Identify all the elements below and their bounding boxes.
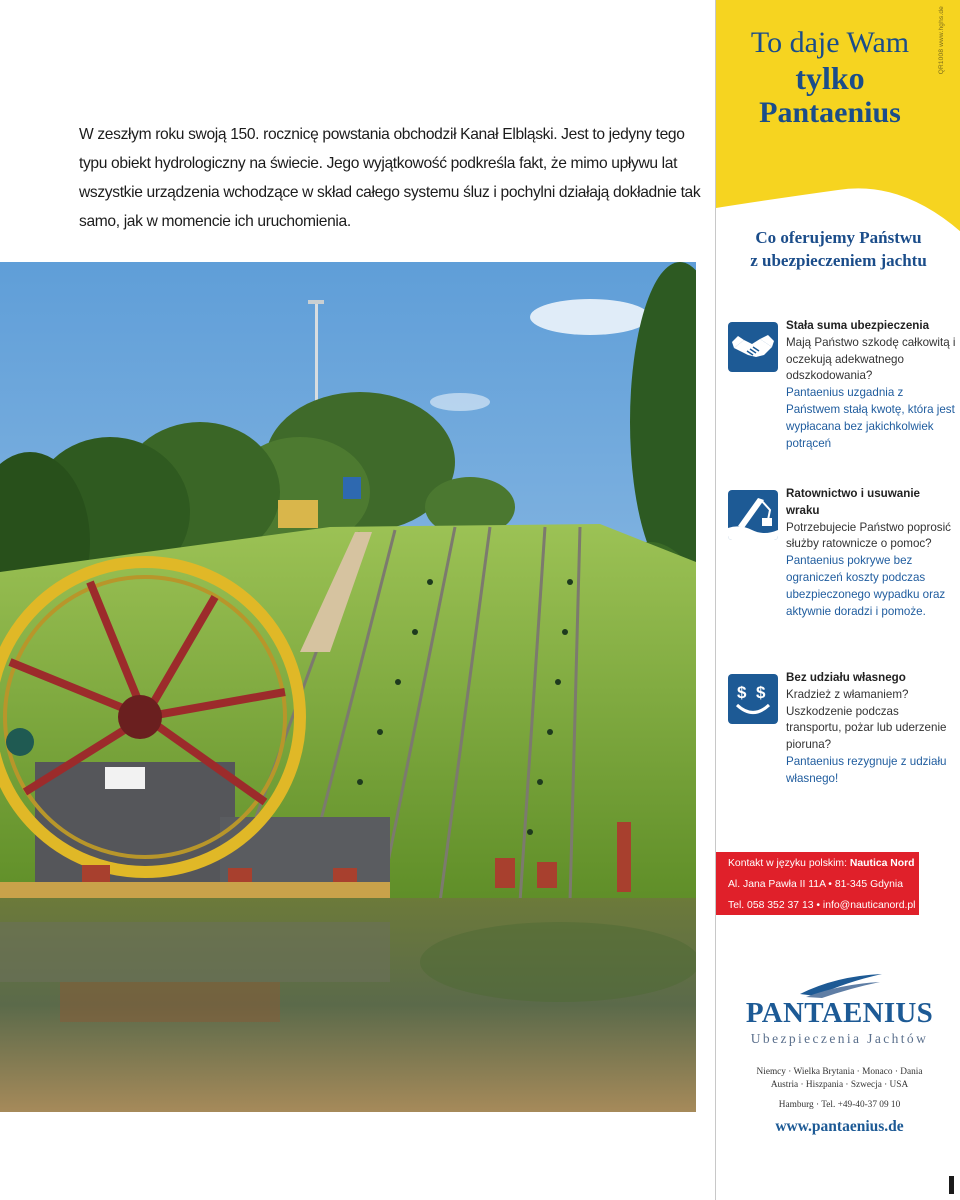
article-intro-text: W zeszłym roku swoją 150. rocznicę powstania obchodził Kanał Elbląski. Jest to jedyny tego typu obiekt hydrologiczny na świecie. Jego wyjątkowość podkreśla fakt, że mimo upływu lat wszystkie urządzenia wchodzące w skład całego systemu śluz i pochylni działają dokładnie tak samo, jak w momencie ich uruchomienia. bbox=[79, 126, 701, 230]
feature-answer: Pantaenius uzgadnia z Państwem stałą kwotę, która jest wypłacana bez jakichkolwiek potrąceń bbox=[786, 386, 955, 450]
page-edge-marker bbox=[949, 1176, 954, 1194]
contact-phone-email: Tel. 058 352 37 13 • info@nauticanord.pl bbox=[728, 900, 916, 911]
svg-text:$: $ bbox=[737, 683, 747, 702]
ad-agency-credit: QR1008 www.hghs.de bbox=[938, 6, 945, 75]
feature-answer: Pantaenius pokrywe bez ograniczeń koszty podczas ubezpieczonego wypadku oraz aktywnie doradzi i pomoże. bbox=[786, 554, 946, 618]
ad-headline-line3: Pantaenius bbox=[759, 96, 901, 129]
feature-title: Stała suma ubezpieczenia bbox=[786, 319, 930, 332]
contact-line1-prefix: Kontakt w języku polskim: bbox=[728, 858, 850, 869]
website-link[interactable]: www.pantaenius.de bbox=[775, 1118, 904, 1135]
dollar-smile-icon bbox=[728, 674, 778, 724]
pantaenius-advertisement bbox=[715, 0, 960, 1200]
countries-line1: Niemcy · Wielka Brytania · Monaco · Dania bbox=[756, 1067, 923, 1077]
feature-answer: Pantaenius rezygnuje z udziału własnego! bbox=[786, 754, 947, 785]
handshake-icon bbox=[728, 322, 778, 372]
ad-header-yellow-band bbox=[716, 0, 960, 240]
countries-list bbox=[727, 1066, 952, 1092]
feature-question: Kradzież z włamaniem? Uszkodzenie podczas transportu, pożar lub uderzenie pioruna? bbox=[786, 687, 947, 752]
ad-offer-title-line1: Co oferujemy Państwu bbox=[755, 228, 922, 247]
svg-text:$: $ bbox=[756, 683, 766, 702]
salvage-crane-icon bbox=[728, 490, 778, 540]
contact-line1 bbox=[728, 853, 919, 874]
logo-wordmark: PANTAENIUS bbox=[745, 997, 934, 1029]
canal-incline-photo bbox=[0, 262, 696, 1112]
countries-line2: Austria · Hiszpania · Szwecja · USA bbox=[770, 1080, 909, 1090]
ad-headline-line1: To daje Wam bbox=[750, 26, 910, 59]
contact-box bbox=[716, 852, 919, 915]
ad-headline bbox=[716, 26, 944, 130]
logo-subtitle: Ubezpieczenia Jachtów bbox=[750, 1031, 929, 1046]
ad-offer-title bbox=[716, 226, 960, 272]
ad-headline-line2: tylko bbox=[795, 60, 865, 96]
hamburg-phone: Hamburg · Tel. +49-40-37 09 10 bbox=[778, 1100, 901, 1110]
pantaenius-wing-logo-icon bbox=[796, 972, 886, 998]
ad-offer-title-line2: z ubezpieczeniem jachtu bbox=[750, 251, 927, 270]
feature-title: Bez udziału własnego bbox=[786, 671, 906, 684]
feature-question: Potrzebujecie Państwo poprosić służby ratownicze o pomoc? bbox=[786, 520, 951, 551]
feature-title: Ratownictwo i usuwanie wraku bbox=[786, 487, 920, 517]
contact-partner-name: Nautica Nord bbox=[849, 858, 915, 869]
contact-address: Al. Jana Pawła II 11A • 81-345 Gdynia bbox=[728, 879, 903, 890]
feature-question: Mają Państwo szkodę całkowitą i oczekują adekwatnego odszkodowania? bbox=[786, 335, 956, 383]
